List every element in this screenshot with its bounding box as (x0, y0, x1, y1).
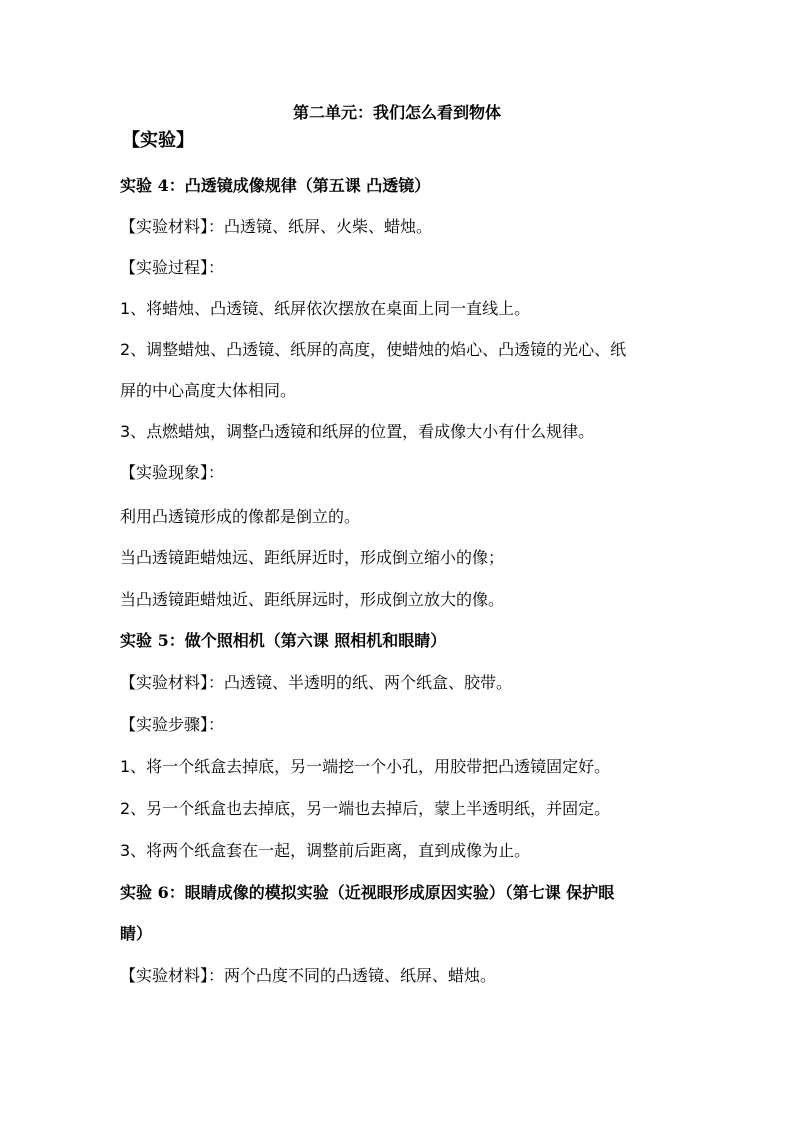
exp4-materials: 【实验材料】：凸透镜、纸屏、火柴、蜡烛。 (120, 217, 433, 236)
unit-title: 第二单元：我们怎么看到物体 (292, 103, 501, 122)
exp5-heading: 实验 5：做个照相机（第六课 照相机和眼睛） (120, 631, 447, 650)
exp5-step-3: 3、将两个纸盒套在一起，调整前后距离，直到成像为止。 (120, 841, 531, 860)
exp4-phenomenon-3: 当凸透镜距蜡烛近、距纸屏远时，形成倒立放大的像。 (120, 590, 505, 609)
exp6-heading-line-2: 睛） (120, 924, 153, 943)
exp4-phenomenon-1: 利用凸透镜形成的像都是倒立的。 (120, 507, 361, 526)
exp6-heading-line-1: 实验 6：眼睛成像的模拟实验（近视眼形成原因实验）（第七课 保护眼 (120, 883, 615, 902)
exp6-materials: 【实验材料】：两个凸度不同的凸透镜、纸屏、蜡烛。 (120, 966, 497, 985)
exp5-step-1: 1、将一个纸盒去掉底，另一端挖一个小孔，用胶带把凸透镜固定好。 (120, 757, 611, 776)
section-label: 【实验】 (122, 130, 194, 151)
exp4-phenomenon-2: 当凸透镜距蜡烛远、距纸屏近时，形成倒立缩小的像； (120, 548, 505, 567)
exp5-steps-label: 【实验步骤】： (120, 715, 225, 734)
exp4-step-2: 2、调整蜡烛、凸透镜、纸屏的高度，使蜡烛的焰心、凸透镜的光心、纸 (120, 340, 627, 359)
exp4-step-3: 3、点燃蜡烛，调整凸透镜和纸屏的位置，看成像大小有什么规律。 (120, 422, 595, 441)
exp5-materials: 【实验材料】：凸透镜、半透明的纸、两个纸盒、胶带。 (120, 673, 513, 692)
exp5-step-2: 2、另一个纸盒也去掉底，另一端也去掉后，蒙上半透明纸，并固定。 (120, 799, 611, 818)
exp4-step-2-cont: 屏的中心高度大体相同。 (120, 381, 297, 400)
exp4-step-1: 1、将蜡烛、凸透镜、纸屏依次摆放在桌面上同一直线上。 (120, 299, 531, 318)
exp4-heading: 实验 4：凸透镜成像规律（第五课 凸透镜） (120, 176, 431, 195)
exp4-process-label: 【实验过程】： (120, 258, 225, 277)
exp4-phenomenon-label: 【实验现象】： (120, 463, 225, 482)
